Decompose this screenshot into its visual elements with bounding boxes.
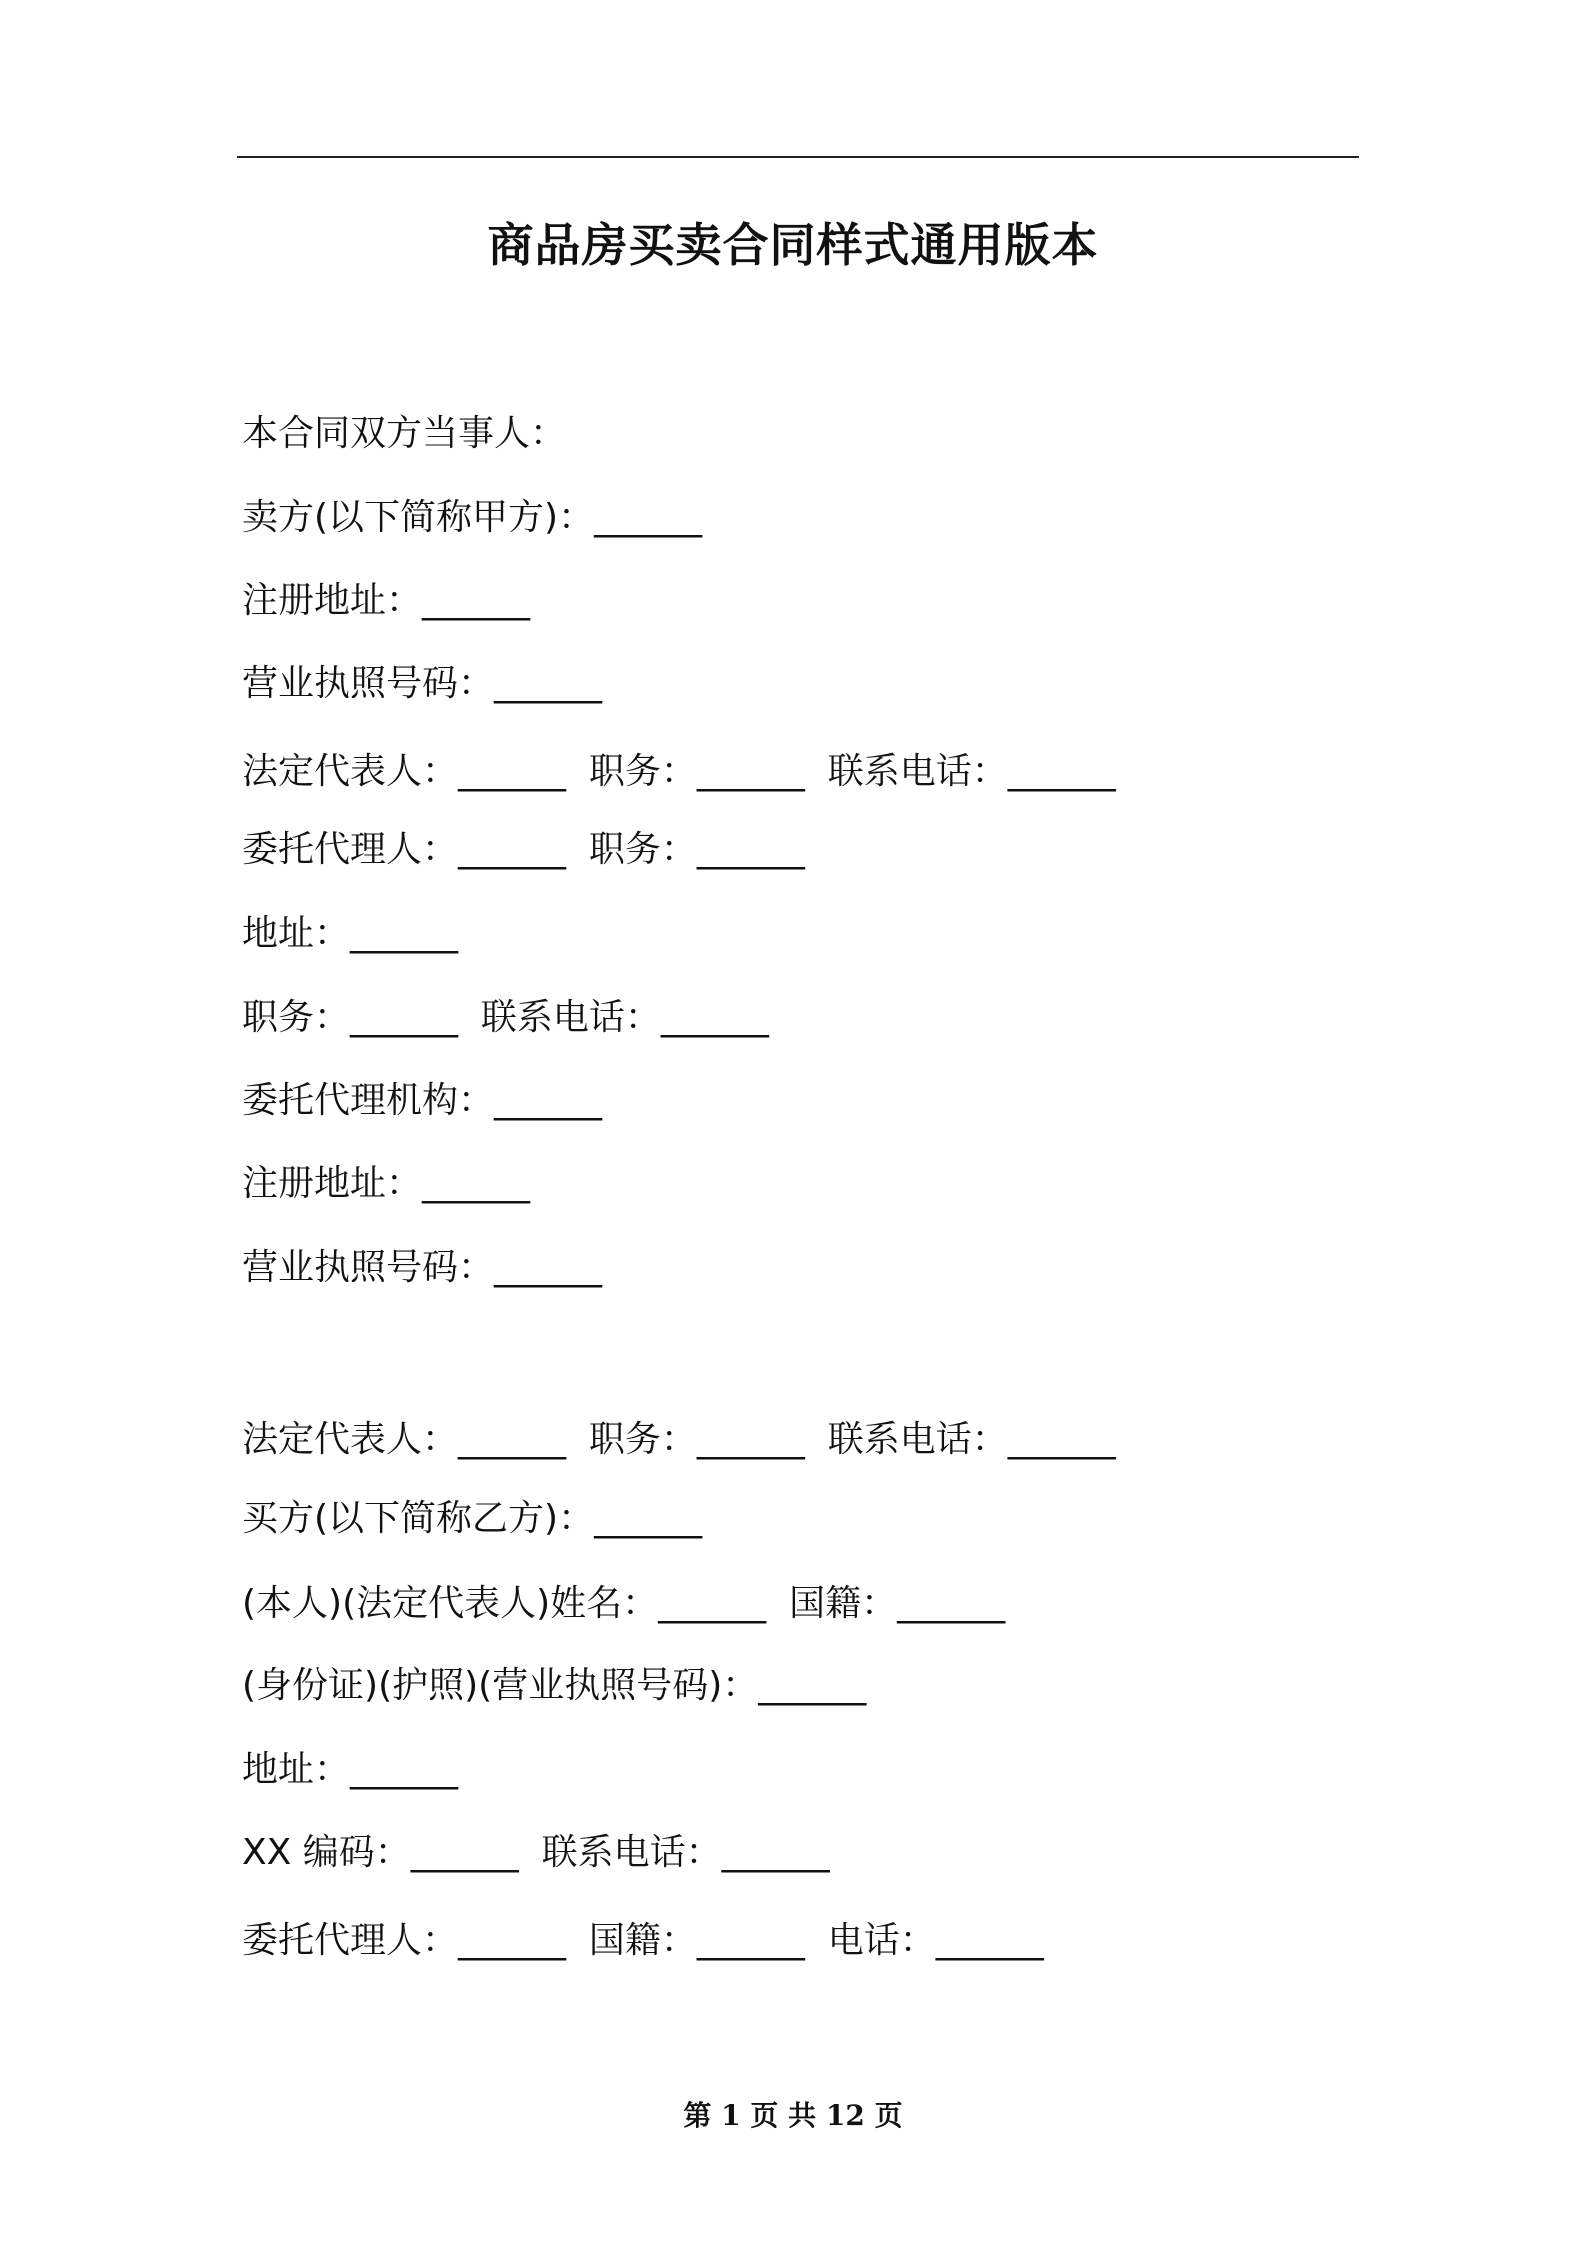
buyer-address-line: 地址：______: [242, 1749, 459, 1790]
seller-business-license-line: 营业执照号码：______: [242, 663, 603, 704]
buyer-agent-line: 委托代理人：______ 国籍：______ 电话：______: [242, 1920, 1044, 1961]
agency-registered-address-line: 注册地址：______: [242, 1163, 531, 1204]
page-indicator: 第 1 页 共 12 页: [683, 2099, 903, 2132]
buyer-line: 买方(以下简称乙方)：______: [242, 1498, 703, 1539]
buyer-name-nationality-line: (本人)(法定代表人)姓名：______ 国籍：______: [242, 1583, 1006, 1624]
seller-position-phone-line: 职务：______ 联系电话：______: [242, 997, 769, 1038]
agency-line: 委托代理机构：______: [242, 1080, 603, 1121]
seller-agent-line: 委托代理人：______ 职务：______: [242, 829, 805, 870]
seller-line: 卖方(以下简称甲方)：______: [242, 497, 703, 538]
header-rule: [237, 156, 1359, 158]
agency-business-license-line: 营业执照号码：______: [242, 1247, 603, 1288]
document-title: 商品房买卖合同样式通用版本: [487, 218, 1099, 272]
seller-address-line: 地址：______: [242, 913, 459, 954]
seller-legal-representative-line: 法定代表人：______ 职务：______ 联系电话：______: [242, 751, 1116, 792]
agency-legal-representative-line: 法定代表人：______ 职务：______ 联系电话：______: [242, 1419, 1116, 1460]
seller-registered-address-line: 注册地址：______: [242, 580, 531, 621]
buyer-id-line: (身份证)(护照)(营业执照号码)：______: [242, 1665, 867, 1706]
parties-heading: 本合同双方当事人：: [242, 413, 567, 454]
buyer-postcode-phone-line: XX 编码：______ 联系电话：______: [242, 1832, 830, 1873]
